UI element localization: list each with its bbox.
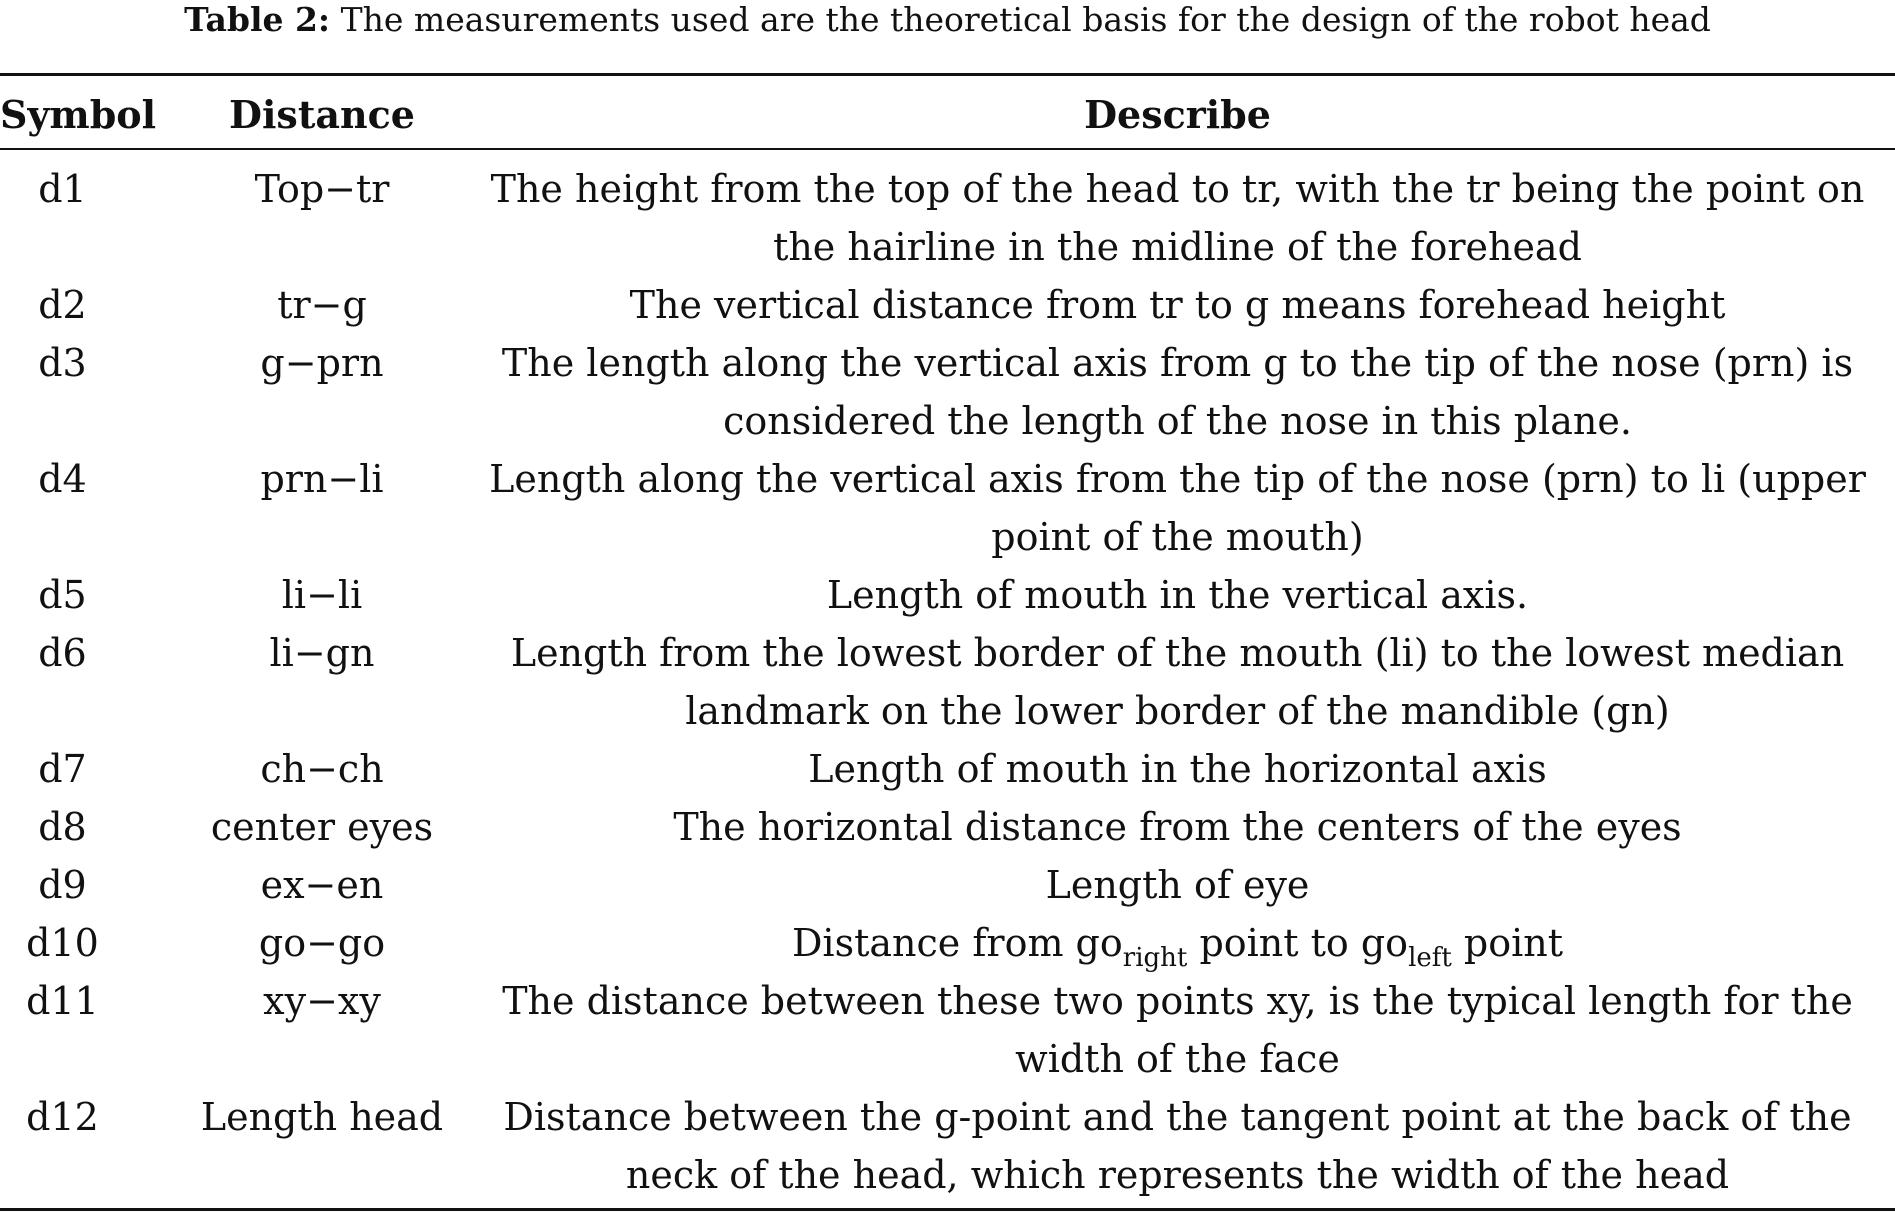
cell-symbol: d6 <box>38 631 87 675</box>
cell-distance: xy−xy <box>263 979 381 1023</box>
cell-symbol: d11 <box>26 979 99 1023</box>
cell-describe: Length of eye <box>1045 863 1310 907</box>
cell-describe: The horizontal distance from the centers of the eyes <box>673 805 1682 849</box>
table-bottom-rule <box>0 1208 1895 1211</box>
subscript-left: left <box>1408 943 1452 973</box>
cell-distance: ex−en <box>260 863 384 907</box>
cell-symbol: d10 <box>26 921 99 965</box>
cell-symbol: d2 <box>38 283 87 327</box>
table-body <box>0 160 1895 1204</box>
header-describe: Describe <box>1084 92 1271 137</box>
header-distance: Distance <box>229 92 415 137</box>
table-row <box>0 160 1895 276</box>
table-top-rule <box>0 73 1895 76</box>
cell-symbol: d5 <box>38 573 87 617</box>
cell-distance: ch−ch <box>260 747 384 791</box>
cell-symbol: d9 <box>38 863 87 907</box>
caption-text: The measurements used are the theoretical basis for the design of the robot head <box>340 0 1711 39</box>
describe-text-pre: Distance from go <box>791 921 1123 965</box>
cell-symbol: d8 <box>38 805 87 849</box>
describe-text-post: point <box>1451 921 1564 965</box>
cell-symbol: d7 <box>38 747 87 791</box>
table-row <box>0 798 1895 856</box>
table-row <box>0 334 1895 450</box>
table-row <box>0 624 1895 740</box>
cell-symbol: d4 <box>38 457 87 501</box>
table-row <box>0 1088 1895 1204</box>
cell-distance: center eyes <box>210 805 434 849</box>
cell-describe: Length along the vertical axis from the tip of the nose (prn) to li (upper point of the mouth) <box>489 457 1866 559</box>
cell-symbol: d3 <box>38 341 87 385</box>
table-row <box>0 972 1895 1088</box>
table-caption <box>0 0 1895 44</box>
cell-distance: prn−li <box>260 457 384 501</box>
table-row <box>0 566 1895 624</box>
header-symbol: Symbol <box>0 92 157 137</box>
cell-describe: The height from the top of the head to tr, with the tr being the point on the hairline in the midline of the forehead <box>490 167 1865 269</box>
table-row <box>0 276 1895 334</box>
cell-distance: li−gn <box>269 631 375 675</box>
table-row <box>0 740 1895 798</box>
caption-label: Table 2: <box>184 0 331 39</box>
cell-describe: Length from the lowest border of the mouth (li) to the lowest median landmark on the lower border of the mandible (gn) <box>510 631 1845 733</box>
cell-describe: The vertical distance from tr to g means forehead height <box>629 283 1726 327</box>
cell-describe <box>460 914 1895 977</box>
table-row <box>0 450 1895 566</box>
cell-distance: li−li <box>281 573 363 617</box>
table-row <box>0 856 1895 914</box>
cell-distance: go−go <box>258 921 386 965</box>
cell-describe: Distance between the g-point and the tangent point at the back of the neck of the head, which represents the width of the head <box>503 1095 1852 1197</box>
cell-describe: The distance between these two points xy, is the typical length for the width of the face <box>502 979 1853 1081</box>
cell-distance: Top−tr <box>254 167 390 211</box>
cell-describe: The length along the vertical axis from g to the tip of the nose (prn) is considered the length of the nose in this plane. <box>501 341 1854 443</box>
cell-describe: Length of mouth in the horizontal axis <box>808 747 1547 791</box>
cell-distance: g−prn <box>260 341 384 385</box>
describe-text-mid: point to go <box>1187 921 1409 965</box>
table-row <box>0 914 1895 972</box>
cell-distance: tr−g <box>277 283 367 327</box>
table-header-rule <box>0 148 1895 150</box>
cell-symbol: d1 <box>38 167 87 211</box>
subscript-right: right <box>1122 943 1188 973</box>
cell-describe: Length of mouth in the vertical axis. <box>826 573 1529 617</box>
cell-distance: Length head <box>200 1095 444 1139</box>
cell-symbol: d12 <box>26 1095 99 1139</box>
